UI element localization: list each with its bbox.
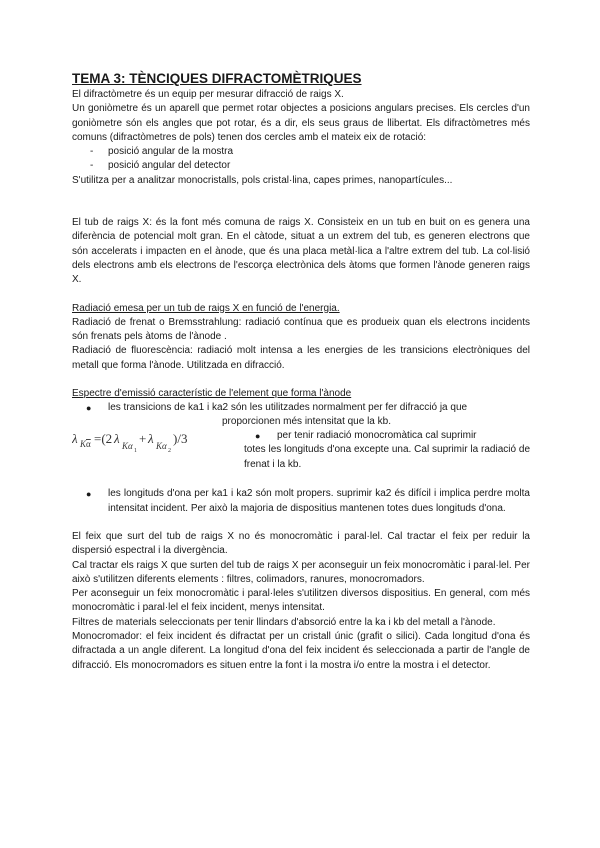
paragraph: Monocromador: el feix incident és difractat per un cristall únic (grafit o silici). Cada longitud d'ona és difractada a un angle diferent. La longitud d'ona del feix incident és seleccionada a partir de l'angle de difracció. Els monocromadors es situen entre la font i la mostra i/o entre la mostra i el detector. bbox=[72, 631, 530, 671]
dash-list bbox=[72, 145, 530, 174]
bullet-item bbox=[72, 487, 530, 516]
bullet-text: proporcionen més intensitat que la kb. bbox=[222, 416, 391, 428]
document-page bbox=[72, 70, 530, 673]
lambda-formula-image bbox=[72, 429, 222, 457]
paragraph: El tub de raigs X: és la font més comuna de raigs X. Consisteix en un tub en buit on es genera una diferència de potencial molt gran. En el càtode, situat a un extrem del tub, es generen electrons que són accelerats i impacten en el ànode, que és una placa metàl·lica a l'altre extrem del tub. La col·lisió dels electrons amb els electrons de l'escorça electrònica dels àtoms que formen l'ànode generen raigs X. bbox=[72, 217, 530, 286]
paragraph: Radiació de frenat o Bremsstrahlung: radiació contínua que es produeix quan els electrons incidents són frenats pels àtoms de l'ànode . bbox=[72, 316, 530, 343]
bullet-icon: ● bbox=[86, 489, 92, 500]
bullet-icon: ● bbox=[255, 431, 261, 442]
section-heading: Espectre d'emissió característic de l'element que forma l'ànode bbox=[72, 388, 352, 400]
bullet-text: les transicions de ka1 i ka2 són les utilitzades normalment per fer difracció ja que bbox=[108, 402, 468, 414]
paragraph: Per aconseguir un feix monocromàtic i paral·leles s'utilitzen diversos dispositius. En general, com més monocromàtic i paral·lel el feix incident, menys intensitat. bbox=[72, 588, 530, 614]
bullet-text: per tenir radiació monocromàtica cal suprimir bbox=[277, 430, 477, 442]
paragraph: Cal tractar els raigs X que surten del tub de raigs X per aconseguir un feix monocromàtic i paral·lel. Per això s'utilitzen diferents elements : filtres, colimadors, ranures, monocromadors. bbox=[72, 559, 530, 585]
svg-text:α: α bbox=[86, 439, 91, 450]
svg-text:K: K bbox=[80, 439, 87, 450]
svg-text:1: 1 bbox=[134, 448, 137, 455]
bullet-text: totes les longituds d'ona excepte una. Cal suprimir la radiació de frenat i la kb. bbox=[244, 444, 530, 470]
emission-bullets bbox=[72, 401, 530, 487]
paragraph: Filtres de materials seleccionats per tenir llindars d'absorció entre la ka i kb del metall a l'ànode. bbox=[72, 616, 496, 628]
paragraph: S'utilitza per a analitzar monocristalls, pols cristal·lina, capes primes, nanopartícules... bbox=[72, 174, 453, 186]
svg-text:+: + bbox=[139, 431, 147, 447]
paragraph: El feix que surt del tub de raigs X no és monocromàtic i paral·lel. Cal tractar el feix per reduir la dispersió espectral i la divergència. bbox=[72, 530, 530, 557]
svg-text:λ: λ bbox=[72, 431, 78, 447]
svg-text:=(2: =(2 bbox=[94, 431, 113, 447]
svg-text:Kα: Kα bbox=[122, 441, 133, 452]
list-item: - posició angular del detector bbox=[90, 159, 530, 173]
paragraph: El difractòmetre és un equip per mesurar difracció de raigs X. bbox=[72, 89, 344, 100]
svg-text:Kα: Kα bbox=[156, 441, 167, 452]
paragraph: Radiació de fluorescència: radiació molt intensa a les energies de les transicions electròniques del metall que forma l'ànode. Utilitzada en difracció. bbox=[72, 345, 530, 371]
list-item: - posició angular de la mostra bbox=[90, 145, 530, 159]
svg-text:λ: λ bbox=[114, 431, 120, 447]
bullet-icon: ● bbox=[86, 403, 92, 414]
svg-text:2: 2 bbox=[168, 448, 171, 455]
paragraph: Un goniòmetre és un aparell que permet rotar objectes a posicions angulars precises. Els cercles d'un goniòmetre són els angles que pot rotar, és a dir, els seus graus de llibertat. Els difractòmetres més comuns (difractòmetres de pols) tenen dos cercles amb el mateix eix de rotació: bbox=[72, 103, 530, 143]
section-heading: Radiació emesa per un tub de raigs X en funció de l'energia. bbox=[72, 302, 340, 314]
bullet-text: les longituds d'ona per ka1 i ka2 són molt propers. suprimir ka2 és difícil i implica perdre molta intensitat incident. Per això la majoria de dispositius mantenen totes dues longituds d'ona. bbox=[108, 488, 530, 514]
svg-text:)/3: )/3 bbox=[173, 431, 188, 447]
svg-text:λ: λ bbox=[148, 431, 154, 447]
page-title: TEMA 3: TÈNCIQUES DIFRACTOMÈTRIQUES bbox=[72, 71, 362, 86]
